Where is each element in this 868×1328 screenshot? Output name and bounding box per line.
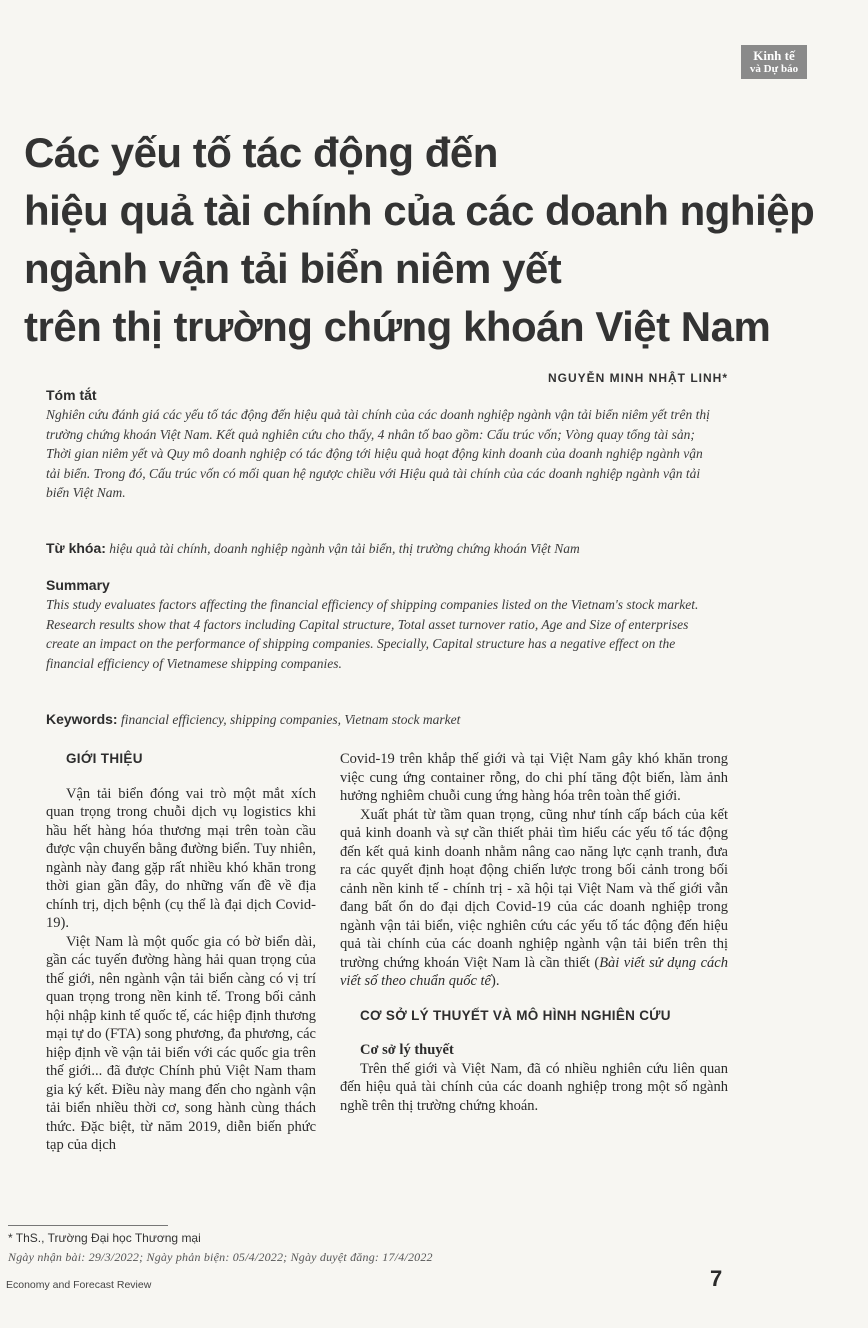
summary-en [46,576,711,673]
left-paragraph-2: Việt Nam là một quốc gia có bờ biển dài, gần các tuyến đường hàng hải quan trọng của thế giới, nên ngành vận tải biển càng có vị trí quan trọng trong nền kinh tế. Trong bối cảnh hội nhập kinh tế quốc tế, các hiệp định thương mại tự do (FTA) song phương, đa phương, các hiệp định về vận tải biển với các quốc gia trên thế giới... đã được Chính phủ Việt Nam tham gia ký kết. Điều này mang đến cho ngành vận tải biển nhiều thời cơ, song hành cùng thách thức. Đặc biệt, từ năm 2019, diễn biến phức tạp của dịch [46,933,316,1153]
abstract-heading: Tóm tắt [46,387,97,403]
page-number: 7 [710,1266,723,1291]
keywords-en-value: financial efficiency, shipping companies, Vietnam stock market [120,712,461,727]
footnote-affiliation: * ThS., Trường Đại học Thương mại [8,1231,201,1245]
keywords-vi-label: Từ khóa: [46,540,106,556]
article-title [24,124,815,356]
abstract-vi [46,386,711,503]
journal-name: Economy and Forecast Review [6,1279,152,1291]
title-line-4: trên thị trường chứng khoán Việt Nam [24,303,771,350]
summary-heading: Summary [46,577,110,593]
title-line-2: hiệu quả tài chính của các doanh nghiệp [24,187,815,234]
title-line-3: ngành vận tải biển niêm yết [24,245,562,292]
footnote-divider [8,1225,168,1226]
right-paragraph-2-italic: Bài viết sử dụng cách viết số theo chuẩn quốc tế [340,954,728,989]
intro-heading: GIỚI THIỆU [66,751,143,766]
journal-logo [741,45,807,79]
left-paragraph-1: Vận tải biển đóng vai trò một mắt xích quan trọng trong chuỗi dịch vụ logistics khi hầu hết hàng hóa thương mại trên toàn cầu được vận chuyển bằng đường biển. Tuy nhiên, ngành này đang gặp rất nhiều khó khăn trong thời gian gần đây, do những vấn đề về địa chính trị, dịch bệnh (cụ thể là đại dịch Covid-19). [46,785,316,931]
right-paragraph-2-end: ). [491,973,500,989]
right-paragraph-2 [340,806,728,991]
abstract-text: Nghiên cứu đánh giá các yếu tố tác động đến hiệu quả tài chính của các doanh nghiệp ngành vận tải biển niêm yết trên thị trường chứng khoán Việt Nam. Kết quả nghiên cứu cho thấy, 4 nhân tố bao gồm: Cấu trúc vốn; Vòng quay tổng tài sản; Thời gian niêm yết và Quy mô doanh nghiệp có tác động tới hiệu quả hoạt động kinh doanh của doanh nghiệp ngành vận tải biển. Trong đó, Cấu trúc vốn có mối quan hệ ngược chiều với Hiệu quả tài chính của các doanh nghiệp ngành vận tải biển Việt Nam. [46,407,710,500]
body-left-column [46,750,316,1155]
right-paragraph-3: Trên thế giới và Việt Nam, đã có nhiều nghiên cứu liên quan đến hiệu quả tài chính của các doanh nghiệp trong một số ngành nghề trên thị trường chứng khoán. [340,1060,728,1114]
author-name: NGUYỄN MINH NHẬT LINH* [548,371,728,385]
footnote-dates: Ngày nhận bài: 29/3/2022; Ngày phản biện: 05/4/2022; Ngày duyệt đăng: 17/4/2022 [8,1250,433,1264]
subsection-heading: Cơ sở lý thuyết [360,1042,454,1058]
logo-line-2: và Dự báo [749,63,799,75]
body-right-column [340,750,728,1115]
right-paragraph-2-text: Xuất phát từ tầm quan trọng, cũng như tính cấp bách của kết quả kinh doanh và sự cần thiết phải tìm hiểu các yếu tố tác động đến kết quả kinh doanh nhằm nâng cao năng lực cạnh tranh, đưa ra các quyết định hoạt động chiến lược trong bối cảnh trong bối cảnh nền kinh tế - chính trị - xã hội tại Việt Nam và thế giới vẫn đang bất ổn do đại dịch Covid-19 của các doanh nghiệp trong ngành vận tải biển, việc nghiên cứu các yếu tố tác động đến hiệu quả tài chính của các doanh nghiệp ngành vận tải biển trên thị trường chứng khoán Việt Nam là cần thiết ( [340,806,728,971]
keywords-vi [46,539,580,558]
section2-heading: CƠ SỞ LÝ THUYẾT VÀ MÔ HÌNH NGHIÊN CỨU [360,1007,671,1023]
logo-line-1: Kinh tế [753,48,795,63]
summary-text: This study evaluates factors affecting the financial efficiency of shipping companies listed on the Vietnam's stock market. Research results show that 4 factors including Capital structure, Total asset turnover ratio, Age and Size of enterprises create an impact on the performance of shipping companies. Specially, Capital structure has a negative effect on the financial efficiency of Vietnamese shipping companies. [46,597,699,671]
right-paragraph-1: Covid-19 trên khắp thế giới và tại Việt Nam gây khó khăn trong việc cung ứng container rỗng, do chi phí tăng đột biến, làm ảnh hưởng nghiêm chuỗi cung ứng hàng hóa trên toàn thế giới. [340,751,728,804]
keywords-en-label: Keywords: [46,711,118,727]
keywords-en [46,710,460,729]
title-line-1: Các yếu tố tác động đến [24,129,498,176]
keywords-vi-value: hiệu quả tài chính, doanh nghiệp ngành vận tải biển, thị trường chứng khoán Việt Nam [109,541,580,556]
